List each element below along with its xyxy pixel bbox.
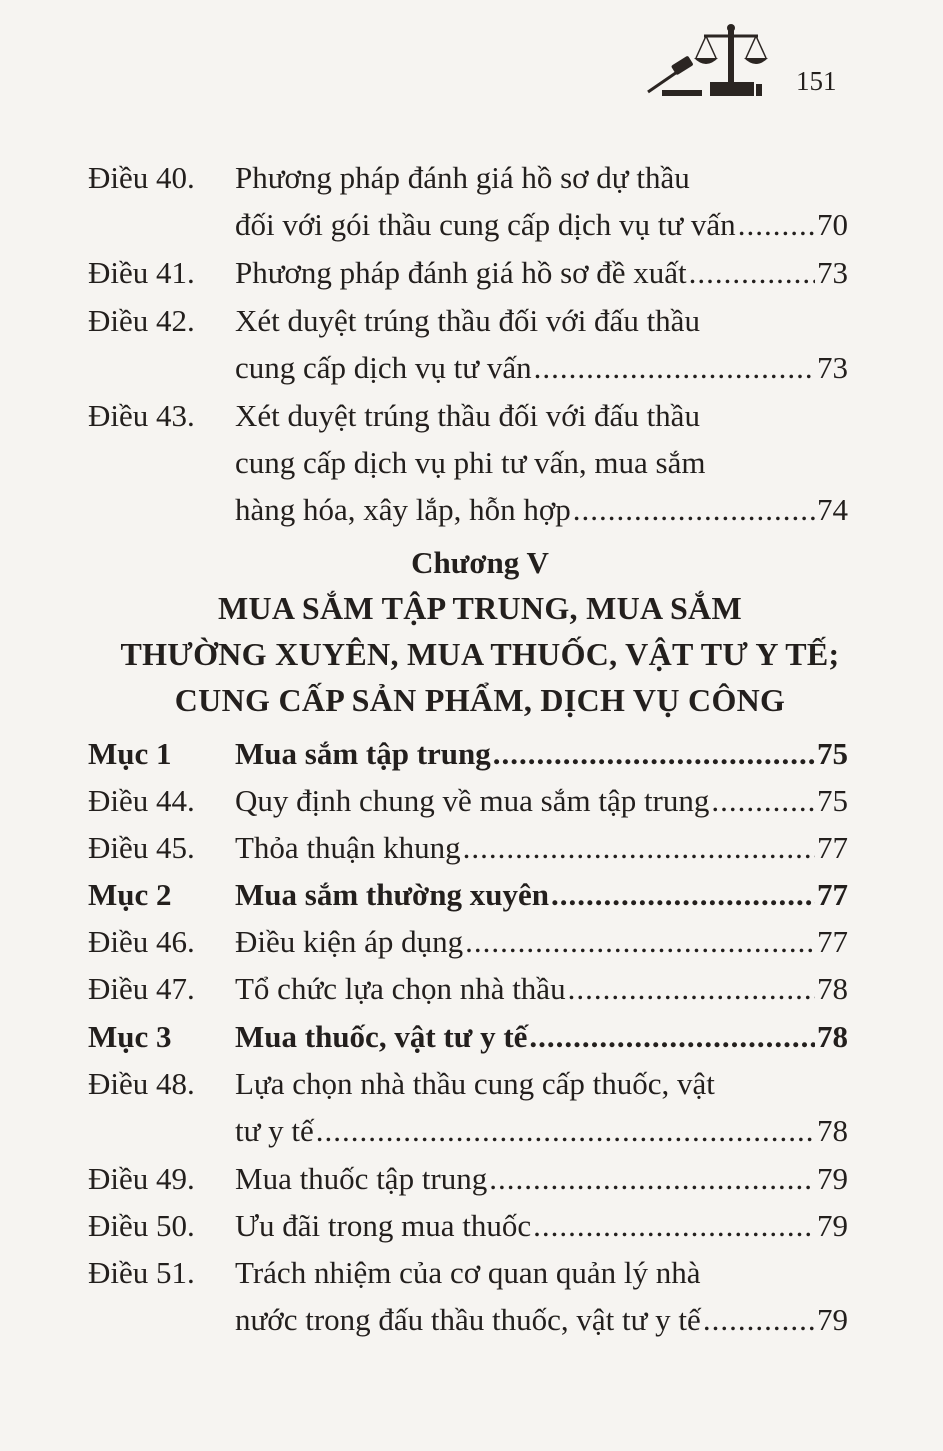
toc-entry-label: Mục 3 xyxy=(88,1019,172,1054)
toc-entry-label: Điều 40. xyxy=(88,160,195,195)
chapter-title-line: MUA SẮM TẬP TRUNG, MUA SẮM xyxy=(218,590,742,626)
toc-entry-title-line: Phương pháp đánh giá hồ sơ dự thầu xyxy=(235,160,690,195)
toc-entry-title-line: Phương pháp đánh giá hồ sơ đề xuất xyxy=(235,255,687,290)
toc-leader-dots xyxy=(493,730,815,777)
toc-page-number: 77 xyxy=(817,830,848,865)
toc-entry-title-line: Ưu đãi trong mua thuốc xyxy=(235,1208,532,1243)
toc-leader-dots xyxy=(568,965,815,1012)
toc-leader-dots xyxy=(533,1202,815,1249)
toc-leader-dots xyxy=(738,201,815,248)
scales-of-justice-gavel-icon xyxy=(644,20,774,100)
toc-leader-dots xyxy=(551,871,815,918)
toc-leader-dots xyxy=(573,486,815,533)
toc-entry-title-line: Mua sắm tập trung xyxy=(235,736,491,771)
toc-entry-label: Điều 44. xyxy=(88,783,195,818)
toc-leader-dots xyxy=(316,1107,815,1154)
toc-entry-title-line: Tổ chức lựa chọn nhà thầu xyxy=(235,971,566,1006)
toc-entry-label: Điều 49. xyxy=(88,1161,195,1196)
toc-leader-dots xyxy=(689,249,815,296)
toc-entry-title-line: Mua thuốc tập trung xyxy=(235,1161,488,1196)
toc-entry-label: Điều 45. xyxy=(88,830,195,865)
toc-page-number: 78 xyxy=(817,1113,848,1148)
toc-entry-title-line: Xét duyệt trúng thầu đối với đấu thầu xyxy=(235,303,700,338)
chapter-title-line: CUNG CẤP SẢN PHẨM, DỊCH VỤ CÔNG xyxy=(174,682,786,718)
page-number: 151 xyxy=(796,66,837,96)
toc-page-number: 75 xyxy=(817,736,848,771)
toc-entry-label: Điều 48. xyxy=(88,1066,195,1101)
toc-leader-dots xyxy=(534,344,815,391)
toc-entry-title-line: Xét duyệt trúng thầu đối với đấu thầu xyxy=(235,398,700,433)
toc-entry-title-line: Mua thuốc, vật tư y tế xyxy=(235,1019,528,1054)
toc-leader-dots xyxy=(703,1296,815,1343)
toc-leader-dots xyxy=(463,824,815,871)
toc-page-number: 70 xyxy=(817,207,848,242)
toc-entry-label: Điều 51. xyxy=(88,1255,195,1290)
toc-page-number: 79 xyxy=(817,1302,848,1337)
toc-entry-label: Điều 46. xyxy=(88,924,195,959)
toc-page-number: 73 xyxy=(817,255,848,290)
toc-entry-title-line: tư y tế xyxy=(235,1113,314,1148)
toc-entry-title-line: đối với gói thầu cung cấp dịch vụ tư vấn xyxy=(235,207,736,242)
toc-entry-title-line: Điều kiện áp dụng xyxy=(235,924,464,959)
toc-entry-title-line: hàng hóa, xây lắp, hỗn hợp xyxy=(235,492,571,527)
toc-page-number: 75 xyxy=(817,783,848,818)
toc-entry-label: Điều 47. xyxy=(88,971,195,1006)
toc-page-number: 77 xyxy=(817,924,848,959)
toc-entry-title-line: Quy định chung về mua sắm tập trung xyxy=(235,783,710,818)
toc-entry-title-line: nước trong đấu thầu thuốc, vật tư y tế xyxy=(235,1302,701,1337)
toc-leader-dots xyxy=(529,1013,815,1060)
toc-entry-title-line: cung cấp dịch vụ tư vấn xyxy=(235,350,532,385)
toc-entry-label: Điều 50. xyxy=(88,1208,195,1243)
toc-entry-title-line: Mua sắm thường xuyên xyxy=(235,877,549,912)
toc-page-number: 73 xyxy=(817,350,848,385)
toc-page-number: 79 xyxy=(817,1208,848,1243)
toc-page-number: 77 xyxy=(817,877,848,912)
toc-entry-label: Điều 43. xyxy=(88,398,195,433)
toc-entry-title-line: cung cấp dịch vụ phi tư vấn, mua sắm xyxy=(235,445,706,480)
chapter-title xyxy=(60,585,900,723)
toc-page-number: 79 xyxy=(817,1161,848,1196)
chapter-title-line: THƯỜNG XUYÊN, MUA THUỐC, VẬT TƯ Y TẾ; xyxy=(120,636,840,672)
toc-page-number: 78 xyxy=(817,1019,848,1054)
toc-entry-label: Mục 1 xyxy=(88,736,172,771)
toc-entry-title-line: Trách nhiệm của cơ quan quản lý nhà xyxy=(235,1255,701,1290)
toc-leader-dots xyxy=(489,1155,815,1202)
toc-entry-label: Mục 2 xyxy=(88,877,172,912)
toc-entry-label: Điều 41. xyxy=(88,255,195,290)
chapter-label: Chương V xyxy=(411,545,549,580)
toc-page-number: 74 xyxy=(817,492,848,527)
toc-page-number: 78 xyxy=(817,971,848,1006)
toc-entry-title-line: Thỏa thuận khung xyxy=(235,830,461,865)
toc-leader-dots xyxy=(465,918,815,965)
toc-leader-dots xyxy=(711,777,815,824)
toc-entry-label: Điều 42. xyxy=(88,303,195,338)
toc-entry-title-line: Lựa chọn nhà thầu cung cấp thuốc, vật xyxy=(235,1066,715,1101)
